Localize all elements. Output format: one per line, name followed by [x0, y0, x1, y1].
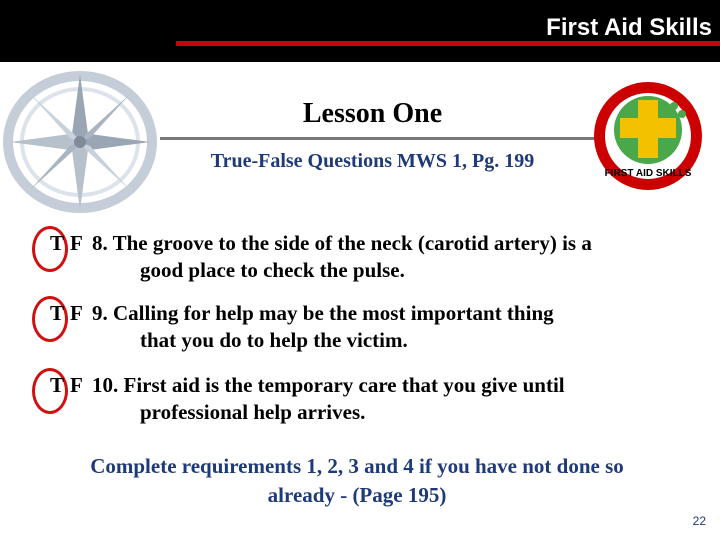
false-option[interactable]: F: [70, 373, 83, 397]
question-text: 9. Calling for help may be the most important thing: [92, 301, 554, 325]
false-option[interactable]: F: [70, 301, 83, 325]
closing-line-2: already - (Page 195): [267, 483, 447, 507]
slide-title: Lesson One: [302, 98, 443, 129]
true-option[interactable]: T: [50, 301, 65, 325]
question-9: [50, 300, 554, 354]
true-option[interactable]: T: [50, 231, 65, 255]
question-text: 8. The groove to the side of the neck (carotid artery) is a: [92, 231, 592, 255]
false-option[interactable]: F: [70, 231, 83, 255]
closing-instruction: [0, 452, 714, 510]
question-10: [50, 372, 565, 426]
header-title: First Aid Skills: [546, 14, 712, 41]
closing-line-1: Complete requirements 1, 2, 3 and 4 if you have not done so: [90, 454, 624, 478]
first-aid-skills-badge-icon: [592, 80, 704, 192]
title-divider: [160, 137, 630, 140]
header-bar: [0, 0, 720, 62]
question-text-continued: that you do to help the victim.: [140, 328, 408, 352]
slide-subtitle: True-False Questions MWS 1, Pg. 199: [210, 150, 535, 172]
page-number: 22: [692, 514, 706, 528]
question-text-continued: professional help arrives.: [140, 400, 366, 424]
question-text-continued: good place to check the pulse.: [140, 258, 405, 282]
question-8: [50, 230, 592, 284]
question-text: 10. First aid is the temporary care that you give until: [92, 373, 565, 397]
header-accent-rule: [176, 41, 720, 46]
compass-rose-icon: [0, 64, 175, 214]
true-option[interactable]: T: [50, 373, 65, 397]
badge-text: FIRST AID SKILLS: [604, 168, 692, 179]
